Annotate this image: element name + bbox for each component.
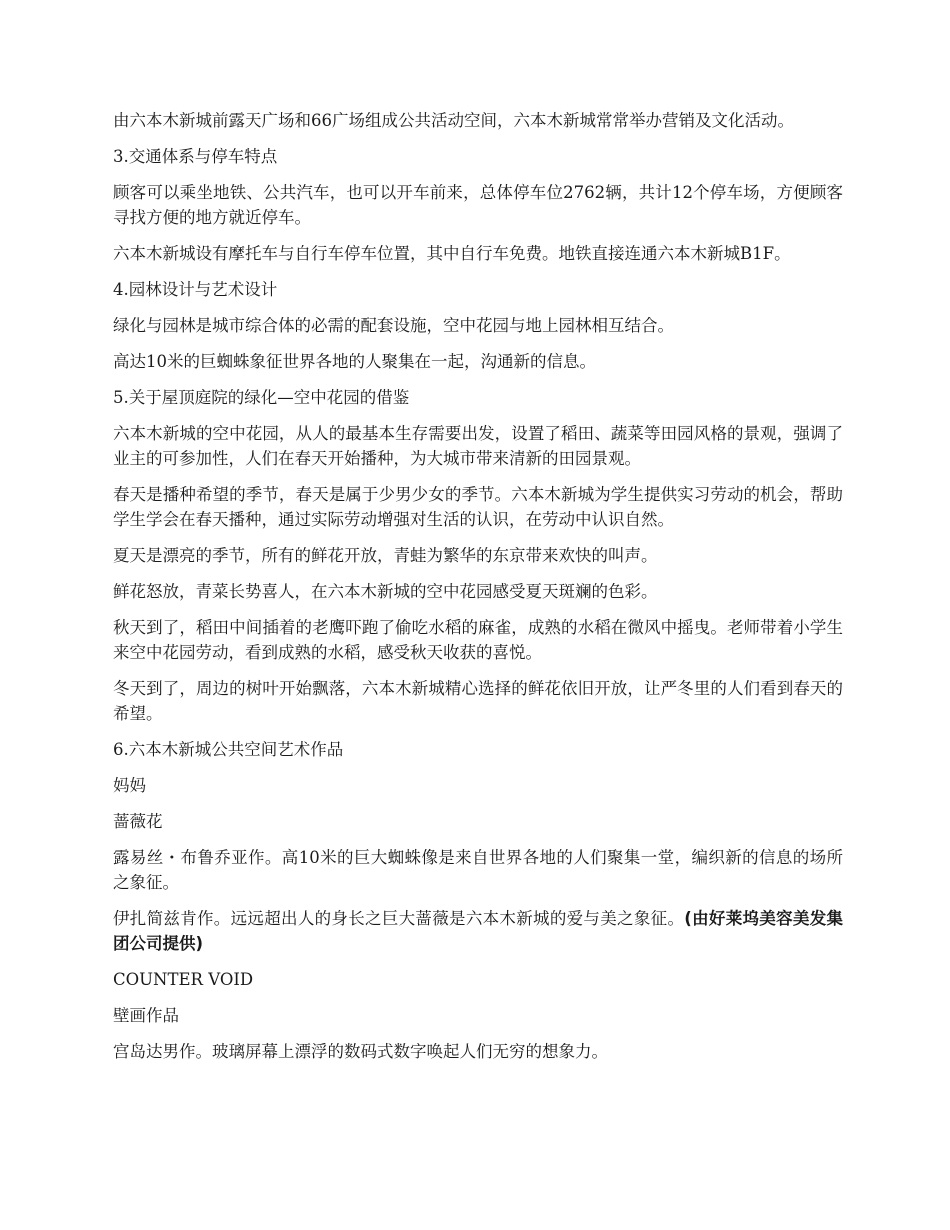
paragraph-summer: 夏天是漂亮的季节，所有的鲜花开放，青蛙为繁华的东京带来欢快的叫声。 bbox=[113, 546, 658, 565]
artwork-type-mural: 壁画作品 bbox=[113, 1006, 179, 1025]
heading-traffic: 3.交通体系与停车特点 bbox=[113, 147, 278, 166]
rose-artwork-text: 伊扎简兹肯作。远远超出人的身长之巨大蔷薇是六本木新城的爱与美之象征。 bbox=[113, 909, 685, 928]
paragraph-summer-flowers: 鲜花怒放，青菜长势喜人，在六本木新城的空中花园感受夏天斑斓的色彩。 bbox=[113, 582, 658, 601]
paragraph-winter: 冬天到了，周边的树叶开始飘落，六本木新城精心选择的鲜花依旧开放，让严冬里的人们看到春天的希望。 bbox=[113, 679, 843, 723]
heading-roof-garden: 5.关于屋顶庭院的绿化—空中花园的借鉴 bbox=[113, 388, 410, 407]
artwork-title-rose: 蔷薇花 bbox=[113, 812, 163, 831]
document-page bbox=[113, 108, 843, 1075]
paragraph-transport: 顾客可以乘坐地铁、公共汽车，也可以开车前来，总体停车位2762辆，共计12个停车场，方便顾客寻找方便的地方就近停车。 bbox=[113, 183, 843, 227]
paragraph-spider-artwork: 露易丝・布鲁乔亚作。高10米的巨大蜘蛛像是来自世界各地的人们聚集一堂，编织新的信息的场所之象征。 bbox=[113, 848, 843, 892]
artwork-title-counter-void: COUNTER VOID bbox=[113, 970, 254, 989]
paragraph-spider: 高达10米的巨蜘蛛象征世界各地的人聚集在一起，沟通新的信息。 bbox=[113, 352, 596, 371]
paragraph-parking: 六本木新城设有摩托车与自行车停车位置，其中自行车免费。地铁直接连通六本木新城B1F。 bbox=[113, 244, 791, 263]
rose-artwork-credit: (由好莱坞美容美发集团公司提供) bbox=[113, 909, 844, 953]
paragraph-rose-artwork bbox=[113, 906, 843, 956]
artwork-title-maman: 妈妈 bbox=[113, 776, 146, 795]
paragraph-spring: 春天是播种希望的季节，春天是属于少男少女的季节。六本木新城为学生提供实习劳动的机会，帮助学生学会在春天播种，通过实际劳动增强对生活的认识，在劳动中认识自然。 bbox=[113, 485, 843, 529]
heading-artworks: 6.六本木新城公共空间艺术作品 bbox=[113, 740, 344, 759]
paragraph-autumn: 秋天到了，稻田中间插着的老鹰吓跑了偷吃水稻的麻雀，成熟的水稻在微风中摇曳。老师带着小学生来空中花园劳动，看到成熟的水稻，感受秋天收获的喜悦。 bbox=[113, 618, 843, 662]
paragraph-sky-garden: 六本木新城的空中花园，从人的最基本生存需要出发，设置了稻田、蔬菜等田园风格的景观，强调了业主的可参加性，人们在春天开始播种，为大城市带来清新的田园景观。 bbox=[113, 424, 843, 468]
paragraph-counter-void: 宫岛达男作。玻璃屏幕上漂浮的数码式数字唤起人们无穷的想象力。 bbox=[113, 1042, 608, 1061]
paragraph-public-space: 由六本木新城前露天广场和66广场组成公共活动空间，六本木新城常常举办营销及文化活动。 bbox=[113, 111, 794, 130]
heading-garden-art: 4.园林设计与艺术设计 bbox=[113, 280, 278, 299]
paragraph-greening: 绿化与园林是城市综合体的必需的配套设施，空中花园与地上园林相互结合。 bbox=[113, 316, 674, 335]
